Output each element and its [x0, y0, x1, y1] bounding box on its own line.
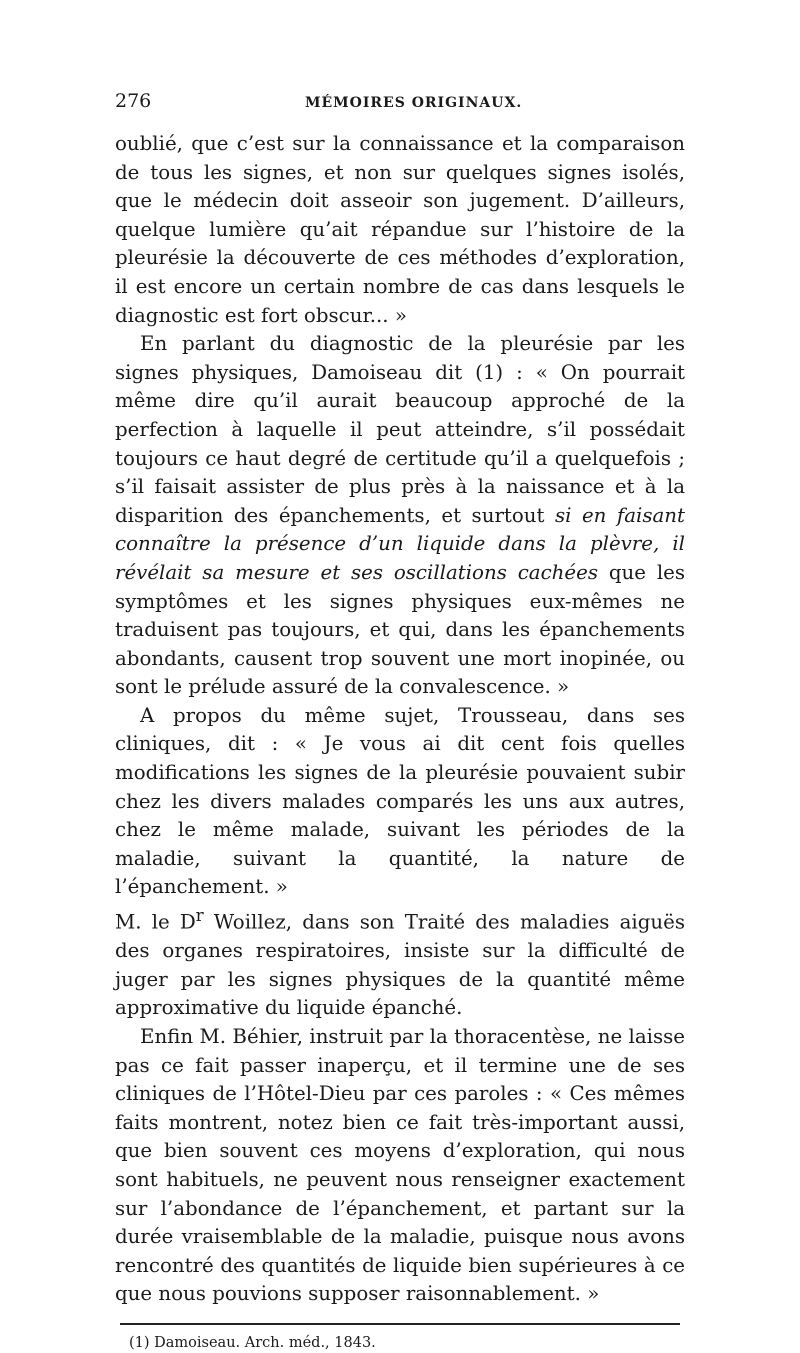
running-head: MÉMOIRES ORIGINAUX. [305, 95, 523, 111]
paragraph-text-after: que les symptômes et les signes physiques eux-mêmes ne traduisent pas toujours, et qui, dans les épanchements abondants, causent trop souvent une mort inopinée, ou sont le prélude assuré de la convalescence. » [115, 560, 685, 699]
paragraph-text: Enfin M. Béhier, instruit par la thoracentèse, ne laisse pas ce fait passer inaperçu, et il termine une de ses cliniques de l’Hôtel-Dieu par ces paroles : « Ces mêmes faits montrent, notez bien ce fait très-important aussi, que bien souvent ces moyens d’exploration, qui nous sont habituels, ne peuvent nous renseigner exactement sur l’abondance de l’épanchement, et partant sur la durée vraisemblable de la maladie, puisque nous avons rencontré des quantités de liquide bien supérieures à ce que nous pouvions supposer raisonnablement. » [115, 1025, 685, 1306]
superscript: r [195, 906, 204, 926]
footnote: (1) Damoiseau. Arch. méd., 1843. [129, 1334, 376, 1351]
page-header [115, 90, 685, 130]
paragraph-text-after: Woillez, dans son Traité des maladies aiguës des organes respiratoires, insiste sur la difficulté de juger par les signes physiques de la quantité même approximative du liquide épanché. [115, 910, 685, 1020]
page-number: 276 [115, 90, 152, 112]
paragraph-text: A propos du même sujet, Trousseau, dans ses cliniques, dit : « Je vous ai dit cent fois quelles modifications les signes de la pleurésie pouvaient subir chez les divers malades comparés les uns aux autres, chez le même malade, suivant les périodes de la maladie, suivant la quantité, la nature de l’épanchement. » [115, 703, 685, 899]
paragraph-behier [115, 1023, 685, 1309]
paragraph-woillez [115, 902, 685, 1023]
book-page [115, 90, 685, 1353]
paragraph-text: oublié, que c’est sur la connaissance et la comparaison de tous les signes, et non sur quelques signes isolés, que le médecin doit asseoir son jugement. D’ailleurs, quelque lumière qu’ait répandue sur l’histoire de la pleurésie la découverte de ces méthodes d’exploration, il est encore un certain nombre de cas dans lesquels le diagnostic est fort obscur... » [115, 132, 685, 327]
paragraph-trousseau [115, 702, 685, 902]
paragraph-text-before: M. le D [115, 910, 196, 934]
paragraph-continuation [115, 130, 685, 330]
paragraph-text-before: En parlant du diagnostic de la pleurésie par les signes physiques, Damoiseau dit (1) : « On pourrait même dire qu’il aurait beaucoup approché de la perfection à laquelle il peut atteindre, s’il possédait toujours ce haut degré de certitude qu’il a quelquefois ; s’il faisait assister de plus près à la naissance et à la disparition des épanchements, et surtout [115, 332, 685, 527]
paragraph-damoiseau [115, 330, 685, 702]
paragraph-italic-text: si en faisant connaître la présence d’un liquide dans la plèvre, il révélait sa mesure et ses oscillations cachées [115, 503, 685, 584]
footnote-rule [120, 1323, 680, 1325]
